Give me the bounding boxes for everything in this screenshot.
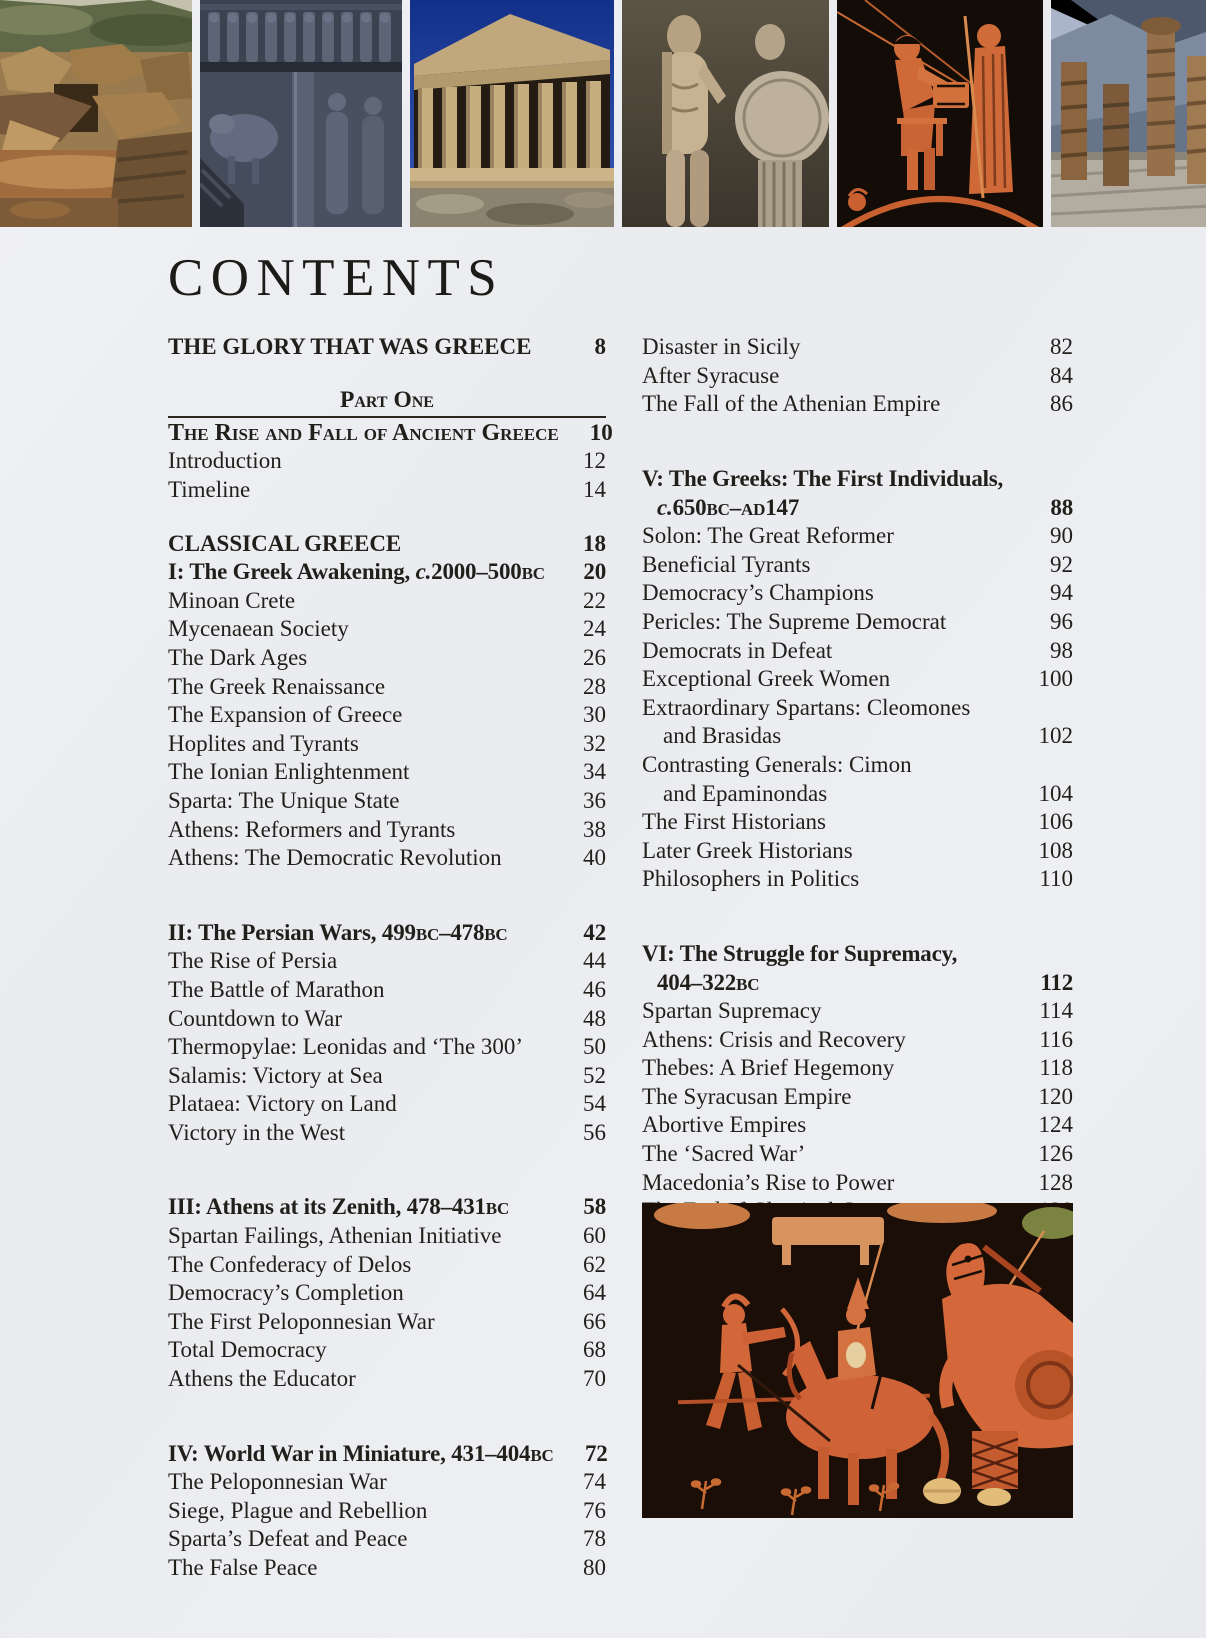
toc-entry-label: Disaster in Sicily — [642, 334, 801, 360]
toc-entry — [642, 1026, 1073, 1055]
toc-entry — [168, 1308, 606, 1337]
toc-spacer — [168, 1394, 606, 1440]
toc-entry — [642, 390, 1073, 419]
page-number: 76 — [583, 1497, 606, 1523]
page-number: 44 — [583, 948, 606, 974]
page-number: 112 — [1040, 969, 1073, 995]
page-number: 116 — [1039, 1026, 1073, 1052]
toc-entry — [642, 694, 1073, 723]
toc-entry-label: Athens: Reformers and Tyrants — [168, 816, 456, 842]
toc-entry-label: The Syracusan Empire — [642, 1083, 852, 1109]
toc-entry — [168, 1033, 606, 1062]
toc-entry — [642, 1140, 1073, 1169]
page-number: 128 — [1038, 1169, 1073, 1195]
toc-entry-label: The Rise of Persia — [168, 948, 338, 974]
toc-entry — [168, 1497, 606, 1526]
toc-section-heading — [168, 919, 606, 948]
toc-entry-label: c.650BC–AD147 — [657, 494, 800, 520]
toc-entry — [168, 816, 606, 845]
toc-entry-label: Contrasting Generals: Cimon — [642, 751, 912, 777]
toc-entry-label: 404–322BC — [657, 969, 760, 995]
photo-marble-relief-figures — [622, 0, 829, 227]
toc-entry-label: The False Peace — [168, 1555, 318, 1581]
toc-entry — [168, 1062, 606, 1091]
photo-mycenae-ruins — [0, 0, 192, 227]
toc-entry — [168, 1554, 606, 1583]
toc-entry-label: Thebes: A Brief Hegemony — [642, 1055, 895, 1081]
page-number: 8 — [594, 334, 606, 360]
page-number: 24 — [583, 616, 606, 642]
page-number: 114 — [1039, 998, 1073, 1024]
photo-red-figure-vase-scribe — [837, 0, 1043, 227]
toc-entry-label: The Greek Renaissance — [168, 673, 386, 699]
toc-entry-label: Democracy’s Champions — [642, 580, 874, 606]
toc-entry-label: The Dark Ages — [168, 644, 308, 670]
toc-entry — [168, 1251, 606, 1280]
toc-entry — [642, 1054, 1073, 1083]
toc-entry — [642, 1111, 1073, 1140]
toc-entry-label: Thermopylae: Leonidas and ‘The 300’ — [168, 1034, 524, 1060]
page-number: 118 — [1039, 1055, 1073, 1081]
toc-entry-label: and Epaminondas — [663, 780, 828, 806]
toc-entry-label: III: Athens at its Zenith, 478–431BC — [168, 1194, 510, 1220]
page-number: 50 — [583, 1034, 606, 1060]
page-number: 86 — [1050, 391, 1073, 417]
toc-entry — [168, 476, 606, 505]
toc-entry-label: The Confederacy of Delos — [168, 1251, 412, 1277]
page-number: 98 — [1050, 637, 1073, 663]
toc-entry-label: The ‘Sacred War’ — [642, 1141, 806, 1167]
toc-entry — [642, 333, 1073, 362]
toc-entry — [642, 751, 1073, 780]
toc-entry — [168, 1279, 606, 1308]
toc-entry-label: VI: The Struggle for Supremacy, — [642, 940, 958, 966]
page-number: 60 — [583, 1223, 606, 1249]
page-number: 126 — [1038, 1141, 1073, 1167]
toc-entry — [642, 837, 1073, 866]
page-number: 106 — [1038, 809, 1073, 835]
toc-section-heading — [168, 530, 606, 559]
toc-entry-label: Siege, Plague and Rebellion — [168, 1497, 428, 1523]
toc-entry — [642, 1169, 1073, 1198]
toc-entry-label: IV: World War in Miniature, 431–404BC — [168, 1440, 554, 1466]
toc-entry-label: Solon: The Great Reformer — [642, 523, 894, 549]
toc-spacer — [168, 505, 606, 530]
page-number: 66 — [583, 1308, 606, 1334]
toc-entry — [642, 579, 1073, 608]
toc-entry-label: Plataea: Victory on Land — [168, 1091, 397, 1117]
page-number: 110 — [1039, 866, 1073, 892]
toc-entry — [168, 1365, 606, 1394]
toc-entry-label: Countdown to War — [168, 1005, 343, 1031]
toc-entry — [642, 522, 1073, 551]
toc-entry-label: The Expansion of Greece — [168, 702, 403, 728]
toc-entry-label: Introduction — [168, 448, 282, 474]
page-title: CONTENTS — [168, 249, 505, 307]
page-number: 96 — [1050, 608, 1073, 634]
toc-entry — [642, 551, 1073, 580]
page-number: 28 — [583, 673, 606, 699]
page-number: 108 — [1038, 837, 1073, 863]
toc-entry — [168, 447, 606, 476]
toc-entry — [168, 844, 606, 873]
toc-entry-label: Exceptional Greek Women — [642, 666, 891, 692]
toc-section-heading — [168, 1193, 606, 1222]
page-number: 48 — [583, 1005, 606, 1031]
toc-section-heading — [642, 969, 1073, 998]
toc-entry-label: Athens: The Democratic Revolution — [168, 845, 502, 871]
toc-entry — [168, 976, 606, 1005]
toc-entry-label: Hoplites and Tyrants — [168, 730, 359, 756]
page-number: 56 — [583, 1119, 606, 1145]
toc-entry-label: Spartan Supremacy — [642, 998, 822, 1024]
page-number: 84 — [1050, 362, 1073, 388]
page-number: 70 — [583, 1366, 606, 1392]
toc-entry — [168, 1005, 606, 1034]
toc-entry — [168, 587, 606, 616]
page-number: 12 — [583, 448, 606, 474]
toc-entry — [168, 1525, 606, 1554]
toc-entry — [168, 1222, 606, 1251]
page-number: 82 — [1050, 334, 1073, 360]
page-number: 72 — [584, 1440, 608, 1466]
divider-rule — [168, 416, 606, 418]
toc-spacer — [642, 419, 1073, 465]
page-number: 22 — [583, 587, 606, 613]
page-number: 34 — [583, 759, 606, 785]
toc-entry-label: After Syracuse — [642, 362, 780, 388]
toc-entry-label: Later Greek Historians — [642, 837, 853, 863]
page-number: 74 — [583, 1469, 606, 1495]
toc-entry — [642, 865, 1073, 894]
page-number: 42 — [583, 919, 606, 945]
toc-entry-label: Beneficial Tyrants — [642, 551, 811, 577]
toc-entry-label: Total Democracy — [168, 1337, 327, 1363]
toc-entry — [642, 608, 1073, 637]
toc-entry — [642, 362, 1073, 391]
toc-entry — [168, 1336, 606, 1365]
page-number: 32 — [583, 730, 606, 756]
toc-entry-label: Mycenaean Society — [168, 616, 349, 642]
toc-entry — [642, 997, 1073, 1026]
toc-entry — [642, 808, 1073, 837]
page-number: 100 — [1038, 666, 1073, 692]
toc-entry-label: Sparta’s Defeat and Peace — [168, 1526, 408, 1552]
toc-entry-label: CLASSICAL GREECE — [168, 530, 402, 556]
toc-spacer — [642, 894, 1073, 940]
toc-entry-label: Timeline — [168, 477, 251, 503]
toc-entry-label: V: The Greeks: The First Individuals, — [642, 466, 1004, 492]
page-number: 26 — [583, 644, 606, 670]
page-number: 20 — [583, 559, 606, 585]
toc-entry-label: Athens: Crisis and Recovery — [642, 1026, 906, 1052]
toc-entry-label: Victory in the West — [168, 1119, 346, 1145]
page-number: 88 — [1050, 494, 1073, 520]
toc-entry-label: and Brasidas — [663, 723, 782, 749]
page-number: 78 — [583, 1526, 606, 1552]
toc-entry-label: THE GLORY THAT WAS GREECE — [168, 334, 532, 360]
page-number: 68 — [583, 1337, 606, 1363]
toc-entry-label: Athens the Educator — [168, 1366, 356, 1392]
page-number: 92 — [1050, 551, 1073, 577]
toc-entry-label: The Fall of the Athenian Empire — [642, 391, 941, 417]
toc-spacer — [168, 362, 606, 387]
toc-entry-label: The Ionian Enlightenment — [168, 759, 410, 785]
toc-entry — [168, 758, 606, 787]
toc-left-column — [168, 333, 613, 1582]
toc-section-heading — [168, 1440, 606, 1469]
toc-entry — [642, 722, 1073, 751]
toc-entry-label: Sparta: The Unique State — [168, 787, 400, 813]
toc-entry-label: The Peloponnesian War — [168, 1469, 387, 1495]
toc-section-heading — [642, 465, 1073, 494]
toc-section-heading — [642, 494, 1073, 523]
toc-section-heading — [168, 558, 606, 587]
page-number: 46 — [583, 976, 606, 1002]
page-number: 62 — [583, 1251, 606, 1277]
page-number: 58 — [583, 1194, 606, 1220]
toc-entry-label: The Battle of Marathon — [168, 976, 385, 1002]
page-number: 94 — [1050, 580, 1073, 606]
page-number: 80 — [583, 1555, 606, 1581]
toc-entry — [168, 787, 606, 816]
toc-entry-label: I: The Greek Awakening, c.2000–500BC — [168, 559, 545, 585]
page-number: 120 — [1038, 1083, 1073, 1109]
toc-entry — [168, 701, 606, 730]
toc-entry-label: Salamis: Victory at Sea — [168, 1062, 383, 1088]
photo-strip — [0, 0, 1206, 227]
toc-entry — [168, 1090, 606, 1119]
photo-delphi-columns — [1051, 0, 1206, 227]
toc-entry-label: The First Peloponnesian War — [168, 1308, 435, 1334]
toc-entry — [168, 615, 606, 644]
toc-spacer — [168, 873, 606, 919]
toc-entry — [168, 730, 606, 759]
photo-parthenon-temple — [410, 0, 614, 227]
toc-section-heading — [642, 940, 1073, 969]
toc-entry — [168, 673, 606, 702]
page-number: 36 — [583, 787, 606, 813]
toc-entry-label: II: The Persian Wars, 499BC–478BC — [168, 919, 508, 945]
toc-entry — [168, 644, 606, 673]
toc-entry-label: Abortive Empires — [642, 1112, 807, 1138]
toc-right-column — [642, 333, 1073, 1226]
page-number: 10 — [589, 419, 613, 445]
page-number: 14 — [583, 477, 606, 503]
page-number: 18 — [583, 530, 606, 556]
page-number: 102 — [1038, 723, 1073, 749]
page-number: 90 — [1050, 523, 1073, 549]
toc-entry — [168, 1119, 606, 1148]
page-number: 124 — [1038, 1112, 1073, 1138]
page-number: 52 — [583, 1062, 606, 1088]
toc-entry-label: Macedonia’s Rise to Power — [642, 1169, 895, 1195]
page-number: 104 — [1038, 780, 1073, 806]
toc-entry — [642, 780, 1073, 809]
toc-part-heading: Part One — [340, 386, 434, 413]
page-number: 54 — [583, 1091, 606, 1117]
toc-entry — [642, 1083, 1073, 1112]
toc-entry-label: Democracy’s Completion — [168, 1280, 404, 1306]
page-number: 64 — [583, 1280, 606, 1306]
toc-entry-label: The First Historians — [642, 809, 826, 835]
toc-section-heading — [168, 333, 606, 362]
toc-entry — [642, 637, 1073, 666]
toc-entry-label: Extraordinary Spartans: Cleomones — [642, 694, 971, 720]
page-number: 40 — [583, 845, 606, 871]
toc-spacer — [168, 1147, 606, 1193]
page-number: 30 — [583, 702, 606, 728]
page-number: 38 — [583, 816, 606, 842]
toc-entry-label: The Rise and Fall of Ancient Greece — [168, 419, 559, 446]
toc-entry-label: Philosophers in Politics — [642, 866, 860, 892]
toc-entry-label: Minoan Crete — [168, 587, 296, 613]
toc-entry-label: Spartan Failings, Athenian Initiative — [168, 1223, 502, 1249]
toc-section-heading — [168, 419, 613, 448]
toc-entry — [168, 1468, 606, 1497]
toc-entry-label: Democrats in Defeat — [642, 637, 833, 663]
photo-red-figure-vase-battle-scene — [642, 1203, 1073, 1518]
toc-entry — [168, 947, 606, 976]
photo-persepolis-relief — [200, 0, 402, 227]
toc-entry-label: Pericles: The Supreme Democrat — [642, 608, 947, 634]
toc-entry — [642, 665, 1073, 694]
